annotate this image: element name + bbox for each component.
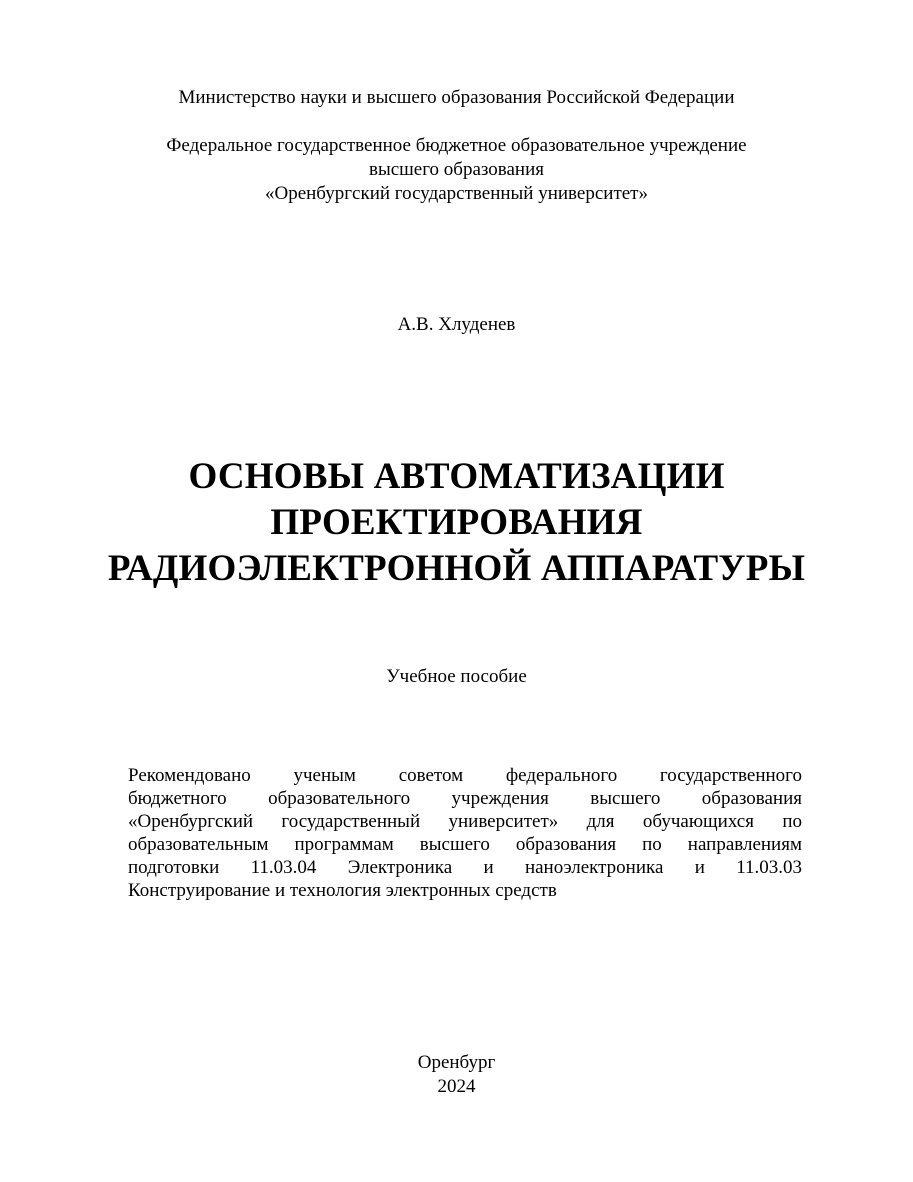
title-line-1: ОСНОВЫ АВТОМАТИЗАЦИИ [188,456,725,497]
author-name: А.В. Хлуденев [397,314,516,335]
publication-year: 2024 [437,1076,476,1097]
document-type: Учебное пособие [386,666,527,687]
recommendation-line-3: «Оренбургский государственный университет» для обучающихся по [128,811,802,832]
recommendation-line-1: Рекомендовано ученым советом федерального государственного [128,765,802,786]
recommendation-line-2: бюджетного образовательного учреждения высшего образования [128,788,802,809]
publication-city: Оренбург [417,1052,496,1073]
institution-line-3: «Оренбургский государственный университет» [264,183,648,204]
recommendation-line-5: подготовки 11.03.04 Электроника и наноэлектроника и 11.03.03 [128,857,802,878]
title-line-2: ПРОЕКТИРОВАНИЯ [270,502,643,543]
institution-line-2: высшего образования [368,159,545,180]
recommendation-line-6: Конструирование и технология электронных средств [128,880,557,901]
ministry-line: Министерство науки и высшего образования Российской Федерации [178,87,735,108]
institution-line-1: Федеральное государственное бюджетное образовательное учреждение [166,135,747,156]
title-line-3: РАДИОЭЛЕКТРОННОЙ АППАРАТУРЫ [107,548,806,589]
recommendation-line-4: образовательным программам высшего образования по направлениям [128,834,802,855]
